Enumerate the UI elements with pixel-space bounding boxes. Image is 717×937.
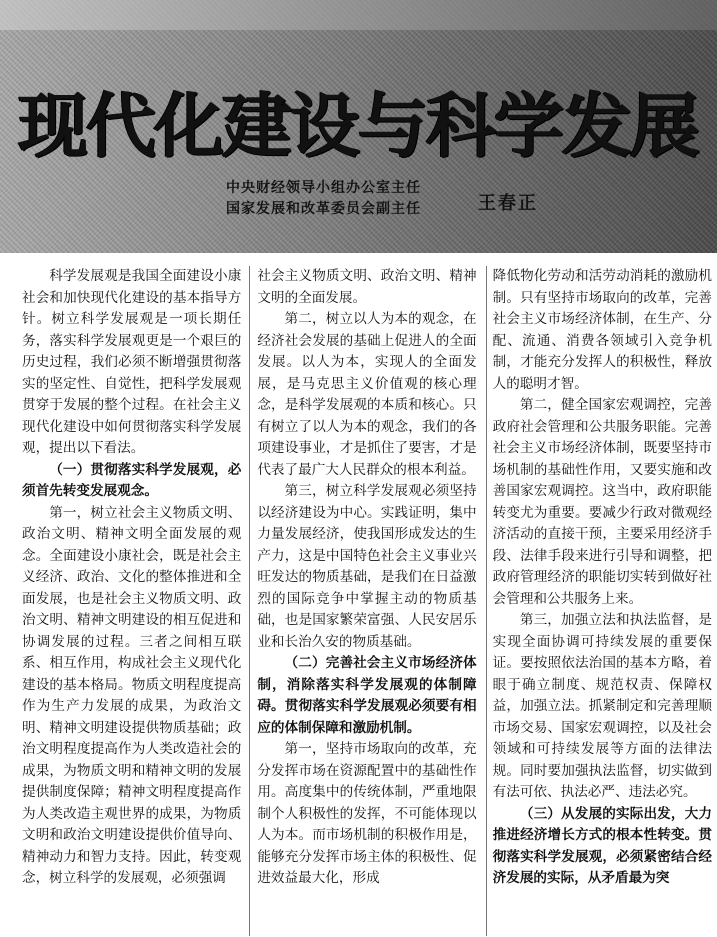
paragraph: 第一，树立社会主义物质文明、政治文明、精神文明全面发展的观念。全面建设小康社会，既是社会主义经济、政治、文化的整体推进和全面发展，也是社会主义物质文明、政治文明、精神文明建设的相互促进和协调发展的过程。三者之间相互联系、相互作用，构成社会主义现代化建设的基本格局。物质文明程度提高作为生产力发展的成果，为政治文明、精神文明建设提供物质基础；政治文明程度提高作为人类改造社会的成果，为物质文明和精神文明的发展提供制度保障；精神文明程度提高作为人类改造主观世界的成果，为物质文明和政治文明建设提供价值导向、精神动力和智力支持。因此，转变观念，树立科学的发展观，必须强调: [22, 504, 242, 886]
paragraph: 降低物化劳动和活劳动消耗的激励机制。只有坚持市场取向的改革，完善社会主义市场经济体制，在生产、分配、流通、消费各领域引入竞争机制，才能充分发挥人的积极性，释放人的聪明才智。: [492, 268, 712, 392]
paragraph: 第一，坚持市场取向的改革，充分发挥市场在资源配置中的基础性作用。高度集中的传统体制，严重地限制个人积极性的发挥，不可能体现以人为本。而市场机制的积极作用是，能够充分发挥市场主体的积极性、促进效益最大化，形成: [257, 741, 477, 886]
section-heading: （二）完善社会主义市场经济体制，消除落实科学发展观的体制障碍。贯彻落实科学发展观必须要有相应的体制保障和激励机制。: [257, 655, 477, 736]
section-heading: （三）从发展的实际出发，大力推进经济增长方式的根本性转变。贯彻落实科学发展观，必须紧密结合经济发展的实际，从矛盾最为突: [492, 805, 712, 886]
paragraph: 第二，健全国家宏观调控，完善政府社会管理和公共服务职能。完善社会主义市场经济体制，既要坚持市场机制的基础性作用，又要实施和改善国家宏观调控。这当中，政府职能转变尤为重要。要减少行政对微观经济活动的直接干预，主要采用经济手段、法律手段来进行引导和调整，把政府管理经济的职能切实转到做好社会管理和公共服务上来。: [492, 397, 712, 607]
author-position-2: 国家发展和改革委员会副主任: [226, 201, 421, 217]
paragraph: 科学发展观是我国全面建设小康社会和加快现代化建设的基本指导方针。树立科学发展观是一项长期任务，落实科学发展观更是一个艰巨的历史过程，我们必须不断增强贯彻落实的坚定性、自觉性，把科学发展观贯穿于发展的整个过程。在社会主义现代化建设中如何贯彻落实科学发展观，提出以下看法。: [22, 268, 242, 456]
article-title: 现代化建设与科学发展: [18, 85, 698, 167]
paragraph: 第三，加强立法和执法监督，是实现全面协调可持续发展的重要保证。要按照依法治国的基本方略，着眼于确立制度、规范权责、保障权益，加强立法。抓紧制定和完善理顺市场交易、国家宏观调控，以及社会领域和可持续发展等方面的法律法规。同时要加强执法监督，切实做到有法可依、执法必严、违法必究。: [492, 612, 712, 800]
paragraph: 第二，树立以人为本的观念，在经济社会发展的基础上促进人的全面发展。以人为本，实现人的全面发展，是马克思主义价值观的核心理念，是科学发展观的本质和核心。只有树立了以人为本的观念，我们的各项建设事业，才是抓住了要害，才是代表了最广大人民群众的根本利益。: [257, 311, 477, 478]
paragraph: 社会主义物质文明、政治文明、精神文明的全面发展。: [257, 268, 477, 306]
article-column-2: [257, 266, 476, 890]
article-column-1: [22, 266, 241, 890]
section-heading: （一）贯彻落实科学发展观，必须首先转变发展观念。: [22, 461, 242, 499]
author-positions: [226, 178, 421, 220]
banner-texture: [0, 0, 717, 30]
author-position-1: 中央财经领导小组办公室主任: [226, 180, 421, 196]
paragraph: 第三，树立科学发展观必须坚持以经济建设为中心。实践证明，集中力量发展经济，使我国形成发达的生产力，这是中国特色社会主义事业兴旺发达的物质基础，是我们在日益激烈的国际竞争中掌握主动的物质基础，也是国家繁荣富强、人民安居乐业和长治久安的物质基础。: [257, 483, 477, 650]
article-column-3: [493, 266, 712, 890]
article-body: [22, 266, 712, 890]
title-banner: [0, 0, 717, 253]
author-name: 王春正: [478, 193, 538, 214]
